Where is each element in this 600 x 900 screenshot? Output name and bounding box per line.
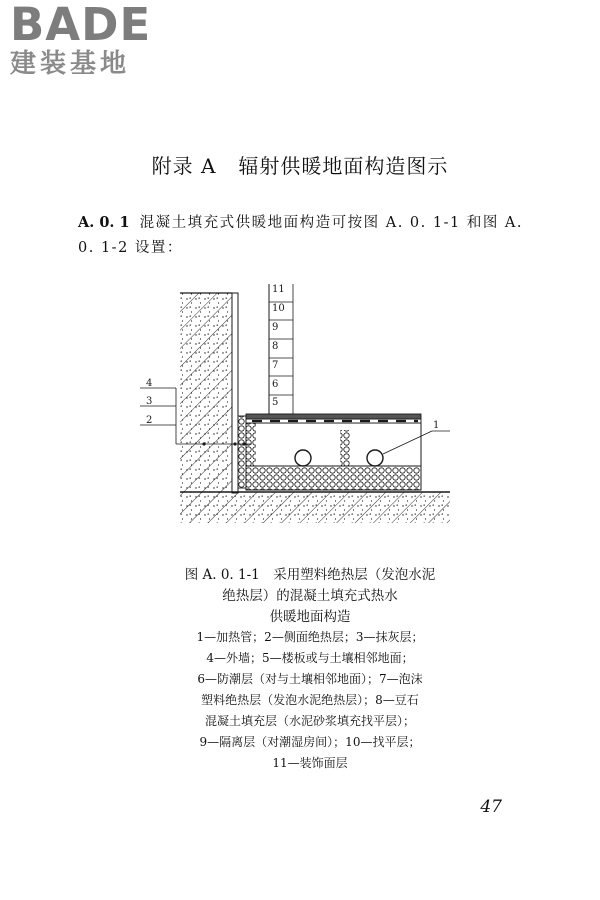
legend-line: 11—装饰面层 xyxy=(272,756,348,770)
plaster-layer xyxy=(232,293,238,493)
logo xyxy=(10,2,180,80)
heating-pipe xyxy=(367,450,383,466)
exterior-wall-texture xyxy=(180,293,232,493)
figure-caption xyxy=(165,565,455,628)
page-title xyxy=(0,150,600,179)
floor-construction-figure xyxy=(140,278,450,523)
side-insulation xyxy=(238,416,246,488)
label-9: 9 xyxy=(272,322,279,333)
logo-text-en: BADE xyxy=(10,0,152,51)
label-2: 2 xyxy=(146,415,153,426)
legend-line: 9—隔离层（对潮湿房间）；10—找平层； xyxy=(199,735,421,749)
caption-line-3: 供暖地面构造 xyxy=(269,609,351,625)
logo-text-cn: 建装基地 xyxy=(10,49,131,79)
legend-line: 混凝土填充层（水泥砂浆填充找平层）； xyxy=(204,714,415,728)
appendix-prefix: 附录 A xyxy=(151,154,217,178)
label-1: 1 xyxy=(433,420,440,431)
page-number: 47 xyxy=(480,797,502,817)
clause-paragraph xyxy=(78,210,528,261)
heating-pipe xyxy=(295,450,311,466)
label-7: 7 xyxy=(272,360,279,371)
foam-insulation-layer xyxy=(246,466,421,490)
figure-legend xyxy=(160,627,460,774)
floor-slab-texture xyxy=(180,492,450,523)
label-3: 3 xyxy=(146,396,153,407)
legend-line: 4—外墙；5—楼板或与土壤相邻地面； xyxy=(206,651,414,665)
label-4: 4 xyxy=(146,378,153,389)
legend-line: 塑料绝热层（发泡水泥绝热层）；8—豆石 xyxy=(201,693,419,707)
label-5: 5 xyxy=(272,397,279,408)
legend-line: 1—加热管；2—侧面绝热层；3—抹灰层； xyxy=(196,630,424,644)
filling-pebble-band xyxy=(246,423,256,466)
caption-line-2: 绝热层）的混凝土填充式热水 xyxy=(222,588,398,604)
clause-text: 混凝土填充式供暖地面构造可按图 A. 0. 1-1 和图 A. 0. 1-2 设置： xyxy=(78,215,524,256)
pebble-concrete-layer xyxy=(246,423,421,466)
clause-number: A. 0. 1 xyxy=(78,214,130,231)
filling-pebble-column xyxy=(340,430,350,466)
label-11: 11 xyxy=(272,284,285,295)
legend-line: 6—防潮层（对与土壤相邻地面）；7—泡沫 xyxy=(197,672,423,686)
label-8: 8 xyxy=(272,341,279,352)
caption-line-1: 图 A. 0. 1-1 采用塑料绝热层（发泡水泥 xyxy=(184,567,436,583)
decorative-surface-layer xyxy=(246,414,421,419)
label-10: 10 xyxy=(272,303,285,314)
appendix-title: 辐射供暖地面构造图示 xyxy=(238,154,449,178)
label-6: 6 xyxy=(272,379,279,390)
